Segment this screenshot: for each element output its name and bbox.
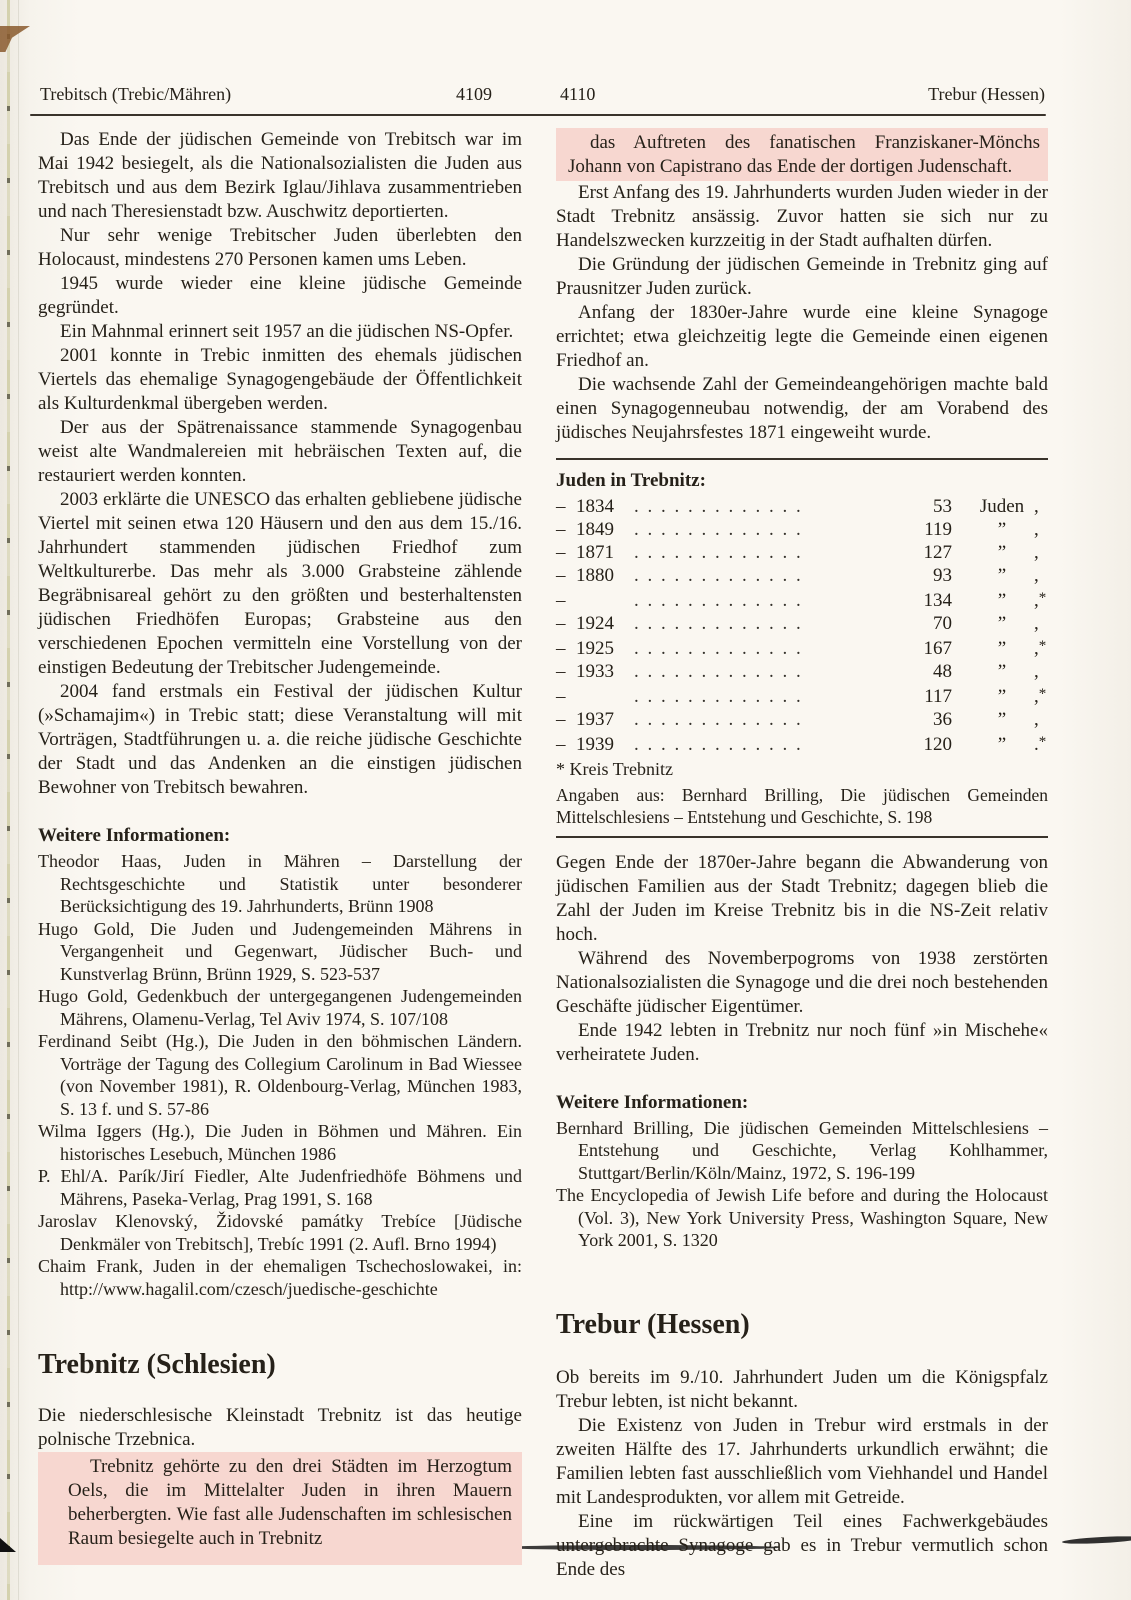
left-column	[38, 128, 522, 1565]
paragraph: Der aus der Spätrenaissance stammende Synagogenbau weist alte Wandmalereien mit hebräischen Texten auf, die restauriert werden konnten.	[38, 417, 522, 486]
table-value: 93	[933, 564, 952, 586]
paragraph: Die Gründung der jüdischen Gemeinde in Trebnitz ging auf Prausnitzer Juden zurück.	[556, 254, 1048, 299]
header-rule	[30, 114, 1046, 116]
table-year: 1933	[576, 660, 614, 682]
dot-leader: . . . . . . . . . . . . .	[634, 495, 803, 517]
table-row	[556, 587, 1048, 612]
footnote-asterisk: *	[1038, 733, 1047, 750]
table-row	[556, 660, 1048, 683]
table-unit-label: ”	[997, 541, 1007, 563]
table-unit-label: ”	[997, 518, 1007, 540]
footnote-asterisk: *	[1038, 589, 1047, 606]
table-value: 48	[933, 660, 952, 682]
table-unit-label: ”	[997, 733, 1007, 755]
paragraph: Gegen Ende der 1870er-Jahre begann die Abwanderung von jüdischen Familien aus der Stadt Trebnitz; dagegen blieb die Zahl der Juden im Kreise Trebnitz bis in die NS-Zeit relativ hoch.	[556, 851, 1048, 945]
paragraph: Während des Novemberpogroms von 1938 zerstörten Nationalsozialisten die Synagoge und die drei noch bestehenden Geschäfte jüdischer Eigentümer.	[556, 947, 1048, 1017]
footnote-asterisk: *	[1038, 685, 1047, 702]
paragraph: Ende 1942 lebten in Trebnitz nur noch fünf »in Mischehe« verheiratete Juden.	[556, 1019, 1048, 1065]
table-source-note: Angaben aus: Bernhard Brilling, Die jüdischen Gemeinden Mittelschlesiens – Entstehung und Geschichte, S. 198	[556, 784, 1048, 827]
table-row	[556, 731, 1048, 756]
bibliography-entry: P. Ehl/A. Parík/Jirí Fiedler, Alte Judenfriedhöfe Böhmens und Mährens, Paseka-Verlag, Prag 1991, S. 168	[38, 1166, 522, 1209]
paragraph: 2001 konnte in Trebic inmitten des ehemals jüdischen Viertels das ehemalige Synagogengebäude der Öffentlichkeit als Kulturdenkmal übergeben werden.	[38, 345, 522, 414]
paragraph: Das Ende der jüdischen Gemeinde von Trebitsch war im Mai 1942 besiegelt, als die Nationalsozialisten die Juden aus Trebitsch und aus dem Bezirk Iglau/Jihlava zusammentrieben und nach Theresienstadt bzw. Auschwitz deportierten.	[38, 129, 522, 222]
paragraph: 2004 fand erstmals ein Festival der jüdischen Kultur (»Schamajim«) in Trebic statt; diese Veranstaltung will mit Vorträgen, Stadtführungen u. a. die reiche jüdische Geschichte der Stadt und das Andenken an die einstigen jüdischen Bewohner von Trebitsch bewahren.	[38, 681, 522, 798]
bibliography-entry: Hugo Gold, Gedenkbuch der untergegangenen Judengemeinden Mährens, Olamenu-Verlag, Tel Aviv 1974, S. 107/108	[38, 986, 522, 1029]
weitere-informationen-heading: Weitere Informationen:	[556, 1091, 749, 1113]
table-footnote: * Kreis Trebnitz	[556, 758, 673, 779]
table-row-dash: –	[556, 541, 566, 563]
dot-leader: . . . . . . . . . . . . .	[634, 637, 803, 659]
table-punctuation: .*	[1034, 733, 1047, 755]
bibliography-entry: Wilma Iggers (Hg.), Die Juden in Böhmen und Mähren. Ein historisches Lesebuch, München 1986	[38, 1121, 522, 1164]
dot-leader: . . . . . . . . . . . . .	[634, 685, 803, 707]
table-punctuation: ,*	[1034, 637, 1047, 659]
table-row-dash: –	[556, 637, 566, 659]
table-punctuation: ,	[1034, 564, 1039, 586]
table-year: 1937	[576, 708, 614, 730]
table-punctuation: ,	[1034, 541, 1039, 563]
table-row	[556, 518, 1048, 541]
table-row-dash: –	[556, 564, 566, 586]
running-title-left: Trebitsch (Trebic/Mähren)	[40, 84, 232, 104]
table-year: 1880	[576, 564, 614, 586]
table-punctuation: ,*	[1034, 685, 1047, 707]
population-table-heading: Juden in Trebnitz:	[556, 469, 706, 491]
table-value: 36	[933, 708, 952, 730]
binding-edge-artifact	[7, 0, 10, 1600]
paragraph: 2003 erklärte die UNESCO das erhalten gebliebene jüdische Viertel mit seinen etwa 120 Häusern und den aus dem 15./16. Jahrhundert stammenden jüdischen Friedhof zum Weltkulturerbe. Das mehr als 3.000 Grabsteine zählende Begräbnisareal gehört zu den größten und besterhaltensten jüdischen Friedhöfen Europas; Grabsteine aus den verschiedenen Epochen vermitteln eine Vorstellung von der einstigen Bedeutung der Trebitscher Judengemeinde.	[38, 489, 522, 678]
bibliography-entry: Chaim Frank, Juden in der ehemaligen Tschechoslowakei, in: http://www.hagalil.com/czesch/juedische-geschichte	[38, 1256, 522, 1299]
bibliography-entry: Jaroslav Klenovský, Židovské památky Trebíce [Jüdische Denkmäler von Trebitsch], Trebíc 1991 (2. Aufl. Brno 1994)	[38, 1211, 522, 1254]
bottom-shadow-artifact	[1062, 1535, 1131, 1545]
paragraph: Die niederschlesische Kleinstadt Trebnitz ist das heutige polnische Trzebnica.	[38, 1405, 522, 1450]
table-row	[556, 683, 1048, 708]
table-value: 53	[933, 495, 952, 517]
paragraph: Die Existenz von Juden in Trebur wird erstmals in der zweiten Hälfte des 17. Jahrhunderts urkundlich erwähnt; die Familien lebten fast ausschließlich vom Viehhandel und Handel mit Landesprodukten, vor allem mit Getreide.	[556, 1414, 1048, 1508]
table-row-dash: –	[556, 660, 566, 682]
paragraph: Die wachsende Zahl der Gemeindeangehörigen machte bald einen Synagogenneubau notwendig, der am Vorabend des jüdisches Neujahrsfestes 1871 eingeweiht wurde.	[556, 374, 1048, 443]
dot-leader: . . . . . . . . . . . . .	[634, 589, 803, 611]
table-row	[556, 635, 1048, 660]
table-row	[556, 541, 1048, 564]
table-year: 1924	[576, 612, 614, 634]
dot-leader: . . . . . . . . . . . . .	[634, 541, 803, 563]
table-punctuation: ,*	[1034, 589, 1047, 611]
paragraph: Anfang der 1830er-Jahre wurde eine kleine Synagoge errichtet; etwa gleichzeitig legte die Gemeinde einen eigenen Friedhof an.	[556, 302, 1048, 371]
table-unit-label: ”	[997, 660, 1007, 682]
table-row-dash: –	[556, 589, 566, 611]
table-value: 167	[923, 637, 952, 659]
table-row-dash: –	[556, 518, 566, 540]
table-value: 117	[924, 685, 952, 707]
section-heading-trebnitz: Trebnitz (Schlesien)	[38, 1349, 276, 1380]
bibliography-entry: The Encyclopedia of Jewish Life before and during the Holocaust (Vol. 3), New York University Press, Washington Square, New York 2001, S. 1320	[556, 1185, 1048, 1251]
table-unit-label: ”	[997, 589, 1007, 611]
table-year: 1834	[576, 495, 614, 517]
table-row-dash: –	[556, 612, 566, 634]
table-punctuation: ,	[1034, 495, 1039, 517]
bibliography-entry: Hugo Gold, Die Juden und Judengemeinden Mährens in Vergangenheit und Gegenwart, Jüdischer Buch- und Kunstverlag Brünn, Brünn 1929, S. 523-537	[38, 918, 522, 984]
corner-stain-artifact	[0, 26, 30, 52]
table-unit-label: ”	[997, 685, 1007, 707]
table-unit-label: ”	[997, 564, 1007, 586]
table-value: 134	[923, 589, 952, 611]
table-value: 70	[933, 612, 952, 634]
bibliography-entry: Theodor Haas, Juden in Mähren – Darstellung der Rechtsgeschichte und Statistik unter besonderer Berücksichtigung des 19. Jahrhunderts, Brünn 1908	[38, 851, 522, 916]
bibliography-entry: Ferdinand Seibt (Hg.), Die Juden in den böhmischen Ländern. Vorträge der Tagung des Collegium Carolinum in Bad Wiessee (von November 1981), R. Oldenbourg-Verlag, München 1983, S. 13 f. und S. 57-86	[38, 1031, 522, 1119]
table-row-dash: –	[556, 733, 566, 755]
population-table	[556, 495, 1048, 756]
table-year: 1939	[576, 733, 614, 755]
table-value: 119	[924, 518, 952, 540]
table-row	[556, 495, 1048, 518]
table-unit-label: ”	[997, 612, 1007, 634]
table-value: 120	[923, 733, 952, 755]
table-value: 127	[923, 541, 952, 563]
table-row-dash: –	[556, 708, 566, 730]
corner-shadow-artifact	[0, 1538, 16, 1552]
column-number-right: 4110	[560, 84, 596, 104]
table-row-dash: –	[556, 495, 566, 517]
dot-leader: . . . . . . . . . . . . .	[634, 612, 803, 634]
table-row	[556, 612, 1048, 635]
paragraph: Eine im rückwärtigen Teil eines Fachwerkgebäudes untergebrachte Synagoge gab es in Trebur vermutlich schon Ende des	[556, 1510, 1048, 1580]
table-unit-label: Juden	[979, 495, 1025, 517]
dot-leader: . . . . . . . . . . . . .	[634, 660, 803, 682]
table-unit-label: ”	[997, 708, 1007, 730]
table-row	[556, 708, 1048, 731]
table-unit-label: ”	[997, 637, 1007, 659]
paragraph: Ein Mahnmal erinnert seit 1957 an die jüdischen NS-Opfer.	[60, 321, 514, 342]
right-column	[556, 128, 1048, 1582]
highlighted-passage: Trebnitz gehörte zu den drei Städten im Herzogtum Oels, die im Mittelalter Juden in ihren Mauern beherbergten. Wie fast alle Judenschaften im schlesischen Raum besiegelte auch in Trebnitz	[38, 1452, 522, 1565]
paragraph: Ob bereits im 9./10. Jahrhundert Juden um die Königspfalz Trebur lebten, ist nicht bekannt.	[556, 1366, 1048, 1412]
dot-leader: . . . . . . . . . . . . .	[634, 564, 803, 586]
table-punctuation: ,	[1034, 708, 1039, 730]
table-year: 1849	[576, 518, 614, 540]
table-year: 1871	[576, 541, 614, 563]
table-punctuation: ,	[1034, 612, 1039, 634]
dot-leader: . . . . . . . . . . . . .	[634, 733, 803, 755]
table-top-rule	[556, 458, 1048, 460]
footnote-asterisk: *	[1038, 637, 1047, 654]
paragraph: Nur sehr wenige Trebitscher Juden überlebten den Holocaust, mindestens 270 Personen kamen ums Leben.	[38, 225, 522, 270]
bibliography-entry: Bernhard Brilling, Die jüdischen Gemeinden Mittelschlesiens – Entstehung und Geschichte, Verlag Kohlhammer, Stuttgart/Berlin/Köln/Mainz, 1972, S. 196-199	[556, 1117, 1048, 1183]
table-year: 1925	[576, 637, 614, 659]
paragraph: 1945 wurde wieder eine kleine jüdische Gemeinde gegründet.	[38, 273, 522, 318]
running-title-right: Trebur (Hessen)	[928, 84, 1045, 104]
highlighted-passage: das Auftreten des fanatischen Franziskaner-Mönchs Johann von Capistrano das Ende der dortigen Judenschaft.	[556, 128, 1048, 181]
table-row-dash: –	[556, 685, 566, 707]
table-punctuation: ,	[1034, 660, 1039, 682]
column-number-left: 4109	[456, 84, 492, 104]
table-bottom-rule	[556, 836, 1048, 838]
dot-leader: . . . . . . . . . . . . .	[634, 708, 803, 730]
page-crease-artifact	[18, 0, 19, 1600]
paragraph: Erst Anfang des 19. Jahrhunderts wurden Juden wieder in der Stadt Trebnitz ansässig. Zuvor hatten sie sich nur zu Handelszwecken kurzzeitig in der Stadt aufhalten dürfen.	[556, 182, 1048, 251]
dot-leader: . . . . . . . . . . . . .	[634, 518, 803, 540]
weitere-informationen-heading: Weitere Informationen:	[38, 825, 231, 846]
table-punctuation: ,	[1034, 518, 1039, 540]
section-heading-trebur: Trebur (Hessen)	[556, 1308, 750, 1340]
table-row	[556, 564, 1048, 587]
